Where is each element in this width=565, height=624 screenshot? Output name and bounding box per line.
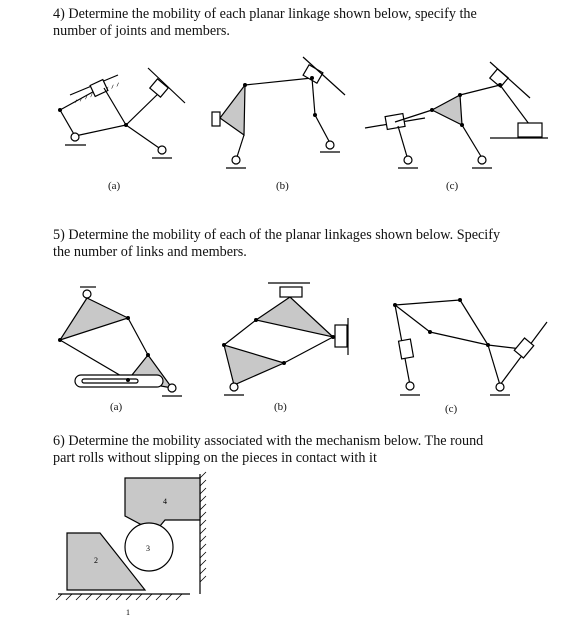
q4-caption-a: (a) [108, 180, 121, 192]
q4-linkage-b [212, 57, 345, 168]
question-5-text: 5) Determine the mobility of each of the planar linkages shown below. Specify the number of links and members. [53, 227, 501, 260]
q4-caption-b: (b) [276, 180, 289, 192]
question-6-text: 6) Determine the mobility associated with the mechanism below. The round part rolls without slipping on the pieces in contact with it [53, 433, 484, 466]
q6-label-upper-block: 4 [163, 497, 167, 506]
q4-linkage-c [365, 62, 548, 168]
q5-caption-a: (a) [110, 401, 123, 413]
q6-label-ground: 1 [126, 608, 130, 617]
q4-linkage-figures [0, 55, 565, 255]
q5-linkage-b [224, 283, 348, 395]
q5-linkage-c [395, 300, 547, 395]
q6-label-circle: 3 [146, 544, 150, 553]
q6-label-left-block: 2 [94, 556, 98, 565]
q5-caption-c: (c) [445, 403, 458, 415]
q4-caption-c: (c) [446, 180, 459, 192]
q6-mechanism-figure [50, 464, 270, 624]
q4-linkage-a [60, 68, 185, 158]
q5-linkage-figures [0, 278, 565, 408]
q5-caption-b: (b) [274, 401, 287, 413]
q5-linkage-a [60, 287, 182, 396]
question-4-text: 4) Determine the mobility of each planar linkage shown below, specify the number of joints and members. [53, 6, 477, 39]
